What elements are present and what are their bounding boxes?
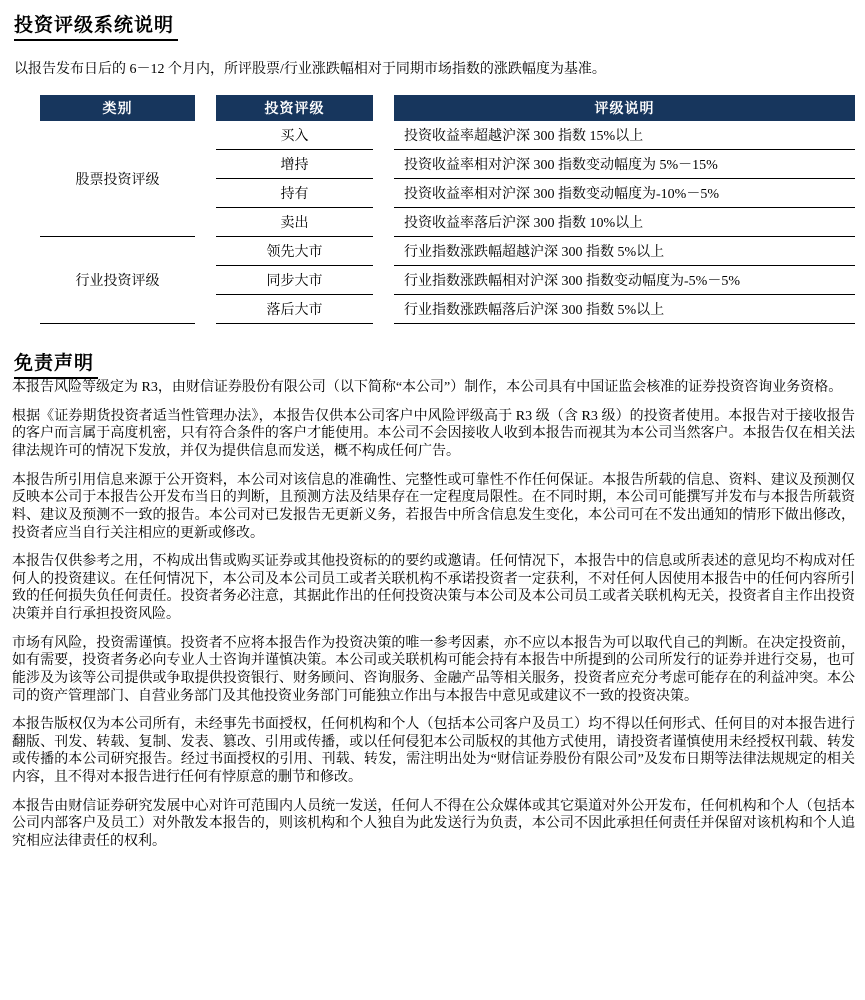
disclaimer-paragraph-1: 本报告风险等级定为 R3，由财信证券股份有限公司（以下简称“本公司”）制作，本公司具有中国证监会核准的证券投资咨询业务资格。 xyxy=(12,380,843,396)
rating-benchmark-note: 以报告发布日后的 6－12 个月内，所评股票/行业涨跌幅相对于同期市场指数的涨跌幅度为基准。 xyxy=(14,62,606,77)
rating-cell: 持有 xyxy=(216,179,373,208)
rating-cell: 买入 xyxy=(216,121,373,150)
disclaimer-paragraph-5: 市场有风险，投资需谨慎。投资者不应将本报告作为投资决策的唯一参考因素，亦不应以本报告为可以取代自己的判断。在决定投资前，如有需要，投资者务必向专业人士咨询并谨慎决策。本公司或关联机构可能会持有本报告中所提到的公司所发行的证券并进行交易，也可能涉及为该等公司提供或争取提供投资银行、财务顾问、咨询服务、金融产品等相关服务，投资者应充分考虑可能存在的利益冲突。本公司的资产管理部门、自营业务部门及其他投资业务部门可能独立作出与本报告中意见或建议不一致的投资决策。 xyxy=(12,635,855,704)
rating-desc-cell: 投资收益率超越沪深 300 指数 15%以上 xyxy=(394,121,855,150)
rating-desc-cell: 投资收益率相对沪深 300 指数变动幅度为 5%－15% xyxy=(394,150,855,179)
rating-cell: 卖出 xyxy=(216,208,373,237)
rating-desc-cell: 行业指数涨跌幅超越沪深 300 指数 5%以上 xyxy=(394,237,855,266)
disclaimer-paragraph-6: 本报告版权仅为本公司所有，未经事先书面授权，任何机构和个人（包括本公司客户及员工）均不得以任何形式、任何目的对本报告进行翻版、刊发、转载、复制、发表、篡改、引用或传播，或以任何侵犯本公司版权的其他方式使用，请投资者谨慎使用未经授权刊载、转发或传播的本公司研究报告。经过书面授权的引用、刊载、转发，需注明出处为“财信证券股份有限公司”及发布日期等法律法规规定的相关内容，且不得对本报告进行任何有悖原意的删节和修改。 xyxy=(12,717,855,786)
rating-cell: 落后大市 xyxy=(216,295,373,324)
section-title-disclaimer xyxy=(14,348,855,379)
rating-desc-cell: 行业指数涨跌幅落后沪深 300 指数 5%以上 xyxy=(394,295,855,324)
rating-cell: 增持 xyxy=(216,150,373,179)
section-title-rating-system xyxy=(14,10,855,41)
col-header-description: 评级说明 xyxy=(394,95,855,121)
rating-table xyxy=(40,95,855,324)
rating-desc-cell: 投资收益率落后沪深 300 指数 10%以上 xyxy=(394,208,855,237)
category-cell-industry: 行业投资评级 xyxy=(40,237,195,324)
disclaimer-paragraph-4: 本报告仅供参考之用，不构成出售或购买证券或其他投资标的的要约或邀请。任何情况下，本报告中的信息或所表述的意见均不构成对任何人的投资建议。在任何情况下，本公司及本公司员工或者关联机构不承诺投资者一定获利，不对任何人因使用本报告中的任何内容所引致的任何损失负任何责任。投资者务必注意，其据此作出的任何投资决策与本公司及本公司员工或者关联机构无关，投资者自主作出投资决策并自行承担投资风险。 xyxy=(12,554,855,623)
rating-desc-cell: 投资收益率相对沪深 300 指数变动幅度为-10%－5% xyxy=(394,179,855,208)
col-header-rating: 投资评级 xyxy=(216,95,373,121)
category-cell-stock: 股票投资评级 xyxy=(40,121,195,237)
disclaimer-paragraph-7: 本报告由财信证券研究发展中心对许可范围内人员统一发送，任何人不得在公众媒体或其它渠道对外公开发布，任何机构和个人（包括本公司内部客户及员工）对外散发本报告的，则该机构和个人独自为此发送行为负责，本公司不因此承担任何责任并保留对该机构和个人追究相应法律责任的权利。 xyxy=(12,798,855,849)
section-title-disclaimer-text: 免责声明 xyxy=(14,348,98,379)
rating-cell: 领先大市 xyxy=(216,237,373,266)
col-header-category: 类别 xyxy=(40,95,195,121)
disclaimer-paragraph-3: 本报告所引用信息来源于公开资料，本公司对该信息的准确性、完整性或可靠性不作任何保证。本报告所载的信息、资料、建议及预测仅反映本公司于本报告公开发布当日的判断，且预测方法及结果存在一定程度局限性。在不同时期，本公司可能撰写并发布与本报告所载资料、建议及预测不一致的报告。本公司对已发报告无更新义务，若报告中所含信息发生变化，本公司可在不发出通知的情形下做出修改，投资者应当自行关注相应的更新或修改。 xyxy=(12,472,855,541)
rating-desc-cell: 行业指数涨跌幅相对沪深 300 指数变动幅度为-5%－5% xyxy=(394,266,855,295)
disclaimer-paragraph-2: 根据《证券期货投资者适当性管理办法》，本报告仅供本公司客户中风险评级高于 R3 级（含 R3 级）的投资者使用。本报告对于接收报告的客户而言属于高度机密，只有符合条件的客户才能使用。本公司不会因接收人收到本报告而视其为本公司当然客户。本报告仅在相关法律法规许可的情况下发放，并仅为提供信息而发送，概不构成任何广告。 xyxy=(12,408,855,460)
section-title-rating-system-text: 投资评级系统说明 xyxy=(14,10,178,41)
rating-cell: 同步大市 xyxy=(216,266,373,295)
